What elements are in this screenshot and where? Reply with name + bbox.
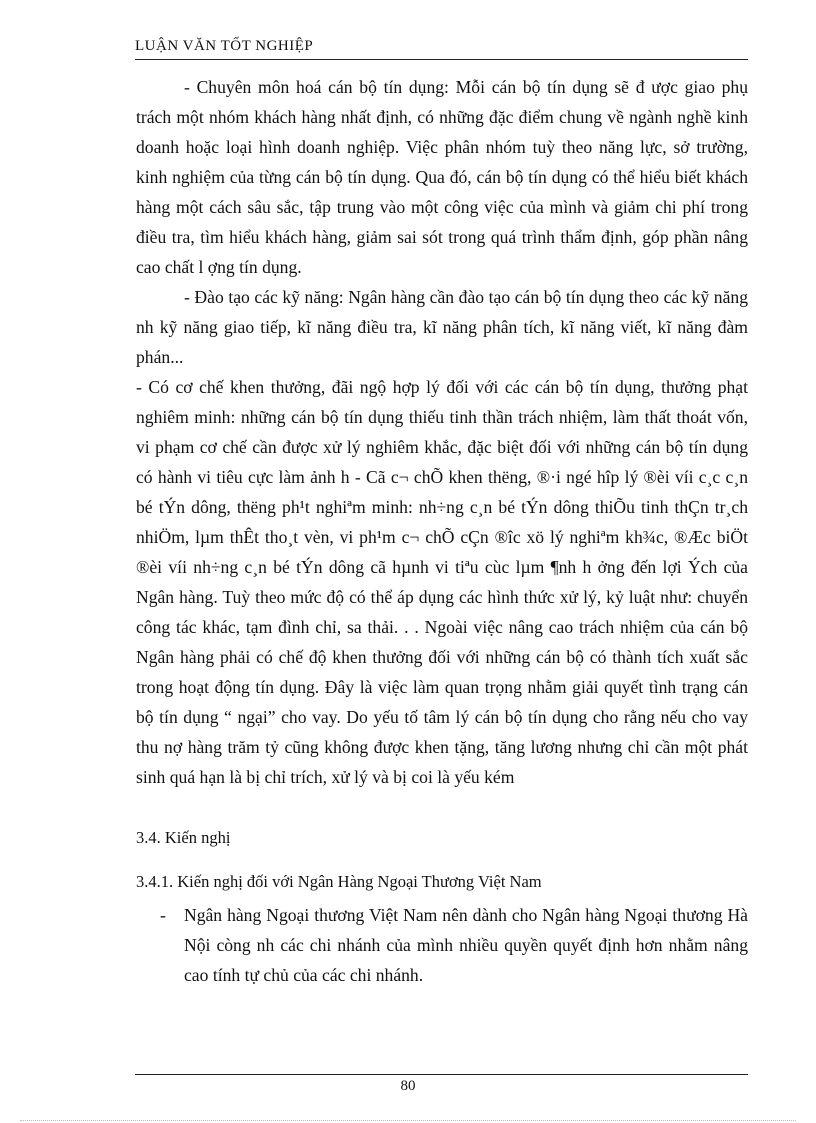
paragraph-specialization: - Chuyên môn hoá cán bộ tín dụng: Mỗi cán bộ tín dụng sẽ đ ược giao phụ trách một nhóm khách hàng nhất định, có những đặc điểm chung về ngành nghề kinh doanh hoặc loại hình doanh nghiệp. Việc phân nhóm tuỳ theo năng lực, sở trường, kinh nghiệm của từng cán bộ tín dụng. Qua đó, cán bộ tín dụng có thể hiểu biết khách hàng một cách sâu sắc, tập trung vào một công việc của mình và giảm chi phí trong điều tra, tìm hiểu khách hàng, giảm sai sót trong quá trình thẩm định, góp phần nâng cao chất l ợng tín dụng. xyxy=(136,77,748,277)
footer-divider xyxy=(135,1074,748,1075)
page-edge-divider xyxy=(20,1120,796,1121)
page-number: 80 xyxy=(400,1078,416,1094)
header-divider xyxy=(135,59,748,60)
bullet-item xyxy=(136,900,748,990)
bullet-text: Ngân hàng Ngoại thương Việt Nam nên dành cho Ngân hàng Ngoại thương Hà Nội còng nh các chi nhánh của mình nhiều quyền quyết định hơn nhằm nâng cao tính tự chủ của các chi nhánh. xyxy=(184,905,748,985)
paragraph-reward-mechanism: - Có cơ chế khen thưởng, đãi ngộ hợp lý đối với các cán bộ tín dụng, thưởng phạt nghiêm minh: những cán bộ tín dụng thiếu tinh thần trách nhiệm, làm thất thoát vốn, vi phạm cơ chế cần được xử lý nghiêm khắc, đặc biệt đối với những cán bộ tín dụng có hành vi tiêu cực làm ảnh h - Cã c¬ chÕ khen thëng, ®·i ngé hîp lý ®èi víi c¸c c¸n bé tÝn dông, thëng ph¹t nghiªm minh: nh÷ng c¸n bé tÝn dông thiÕu tinh thÇn tr¸ch nhiÖm, lµm thÊt tho¸t vèn, vi ph¹m c¬ chÕ cÇn ®îc xö lý nghiªm kh¾c, ®Æc biÖt ®èi víi nh÷ng c¸n bé tÝn dông cã hµnh vi tiªu cùc lµm ¶nh h ởng đến lợi Ých của Ngân hàng. Tuỳ theo mức độ có thể áp dụng các hình thức xử lý, kỷ luật như: chuyển công tác khác, tạm đình chỉ, sa thải. . . Ngoài việc nâng cao trách nhiệm của cán bộ Ngân hàng phải có chế độ khen thưởng đối với những cán bộ có thành tích xuất sắc trong hoạt động tín dụng. Đây là việc làm quan trọng nhằm giải quyết tình trạng cán bộ tín dụng “ ngại” cho vay. Do yếu tố tâm lý cán bộ tín dụng cho rằng nếu cho vay thu nợ hàng trăm tỷ cũng không được khen tặng, tăng lương nhưng chỉ cần một phát sinh quá hạn là bị chỉ trích, xử lý và bị coi là yếu kém xyxy=(136,377,748,787)
bullet-mark: - xyxy=(160,905,166,925)
paragraph-skills-training: - Đào tạo các kỹ năng: Ngân hàng cần đào tạo cán bộ tín dụng theo các kỹ năng nh kỹ năng giao tiếp, kĩ năng điều tra, kĩ năng phân tích, kĩ năng viết, kĩ năng đàm phán... xyxy=(136,287,748,367)
section-heading: 3.4. Kiến nghị xyxy=(136,828,231,847)
running-header: LUẬN VĂN TỐT NGHIỆP xyxy=(135,38,314,54)
subsection-heading: 3.4.1. Kiến nghị đối với Ngân Hàng Ngoại Thương Việt Nam xyxy=(136,872,542,891)
body-text xyxy=(136,72,748,792)
